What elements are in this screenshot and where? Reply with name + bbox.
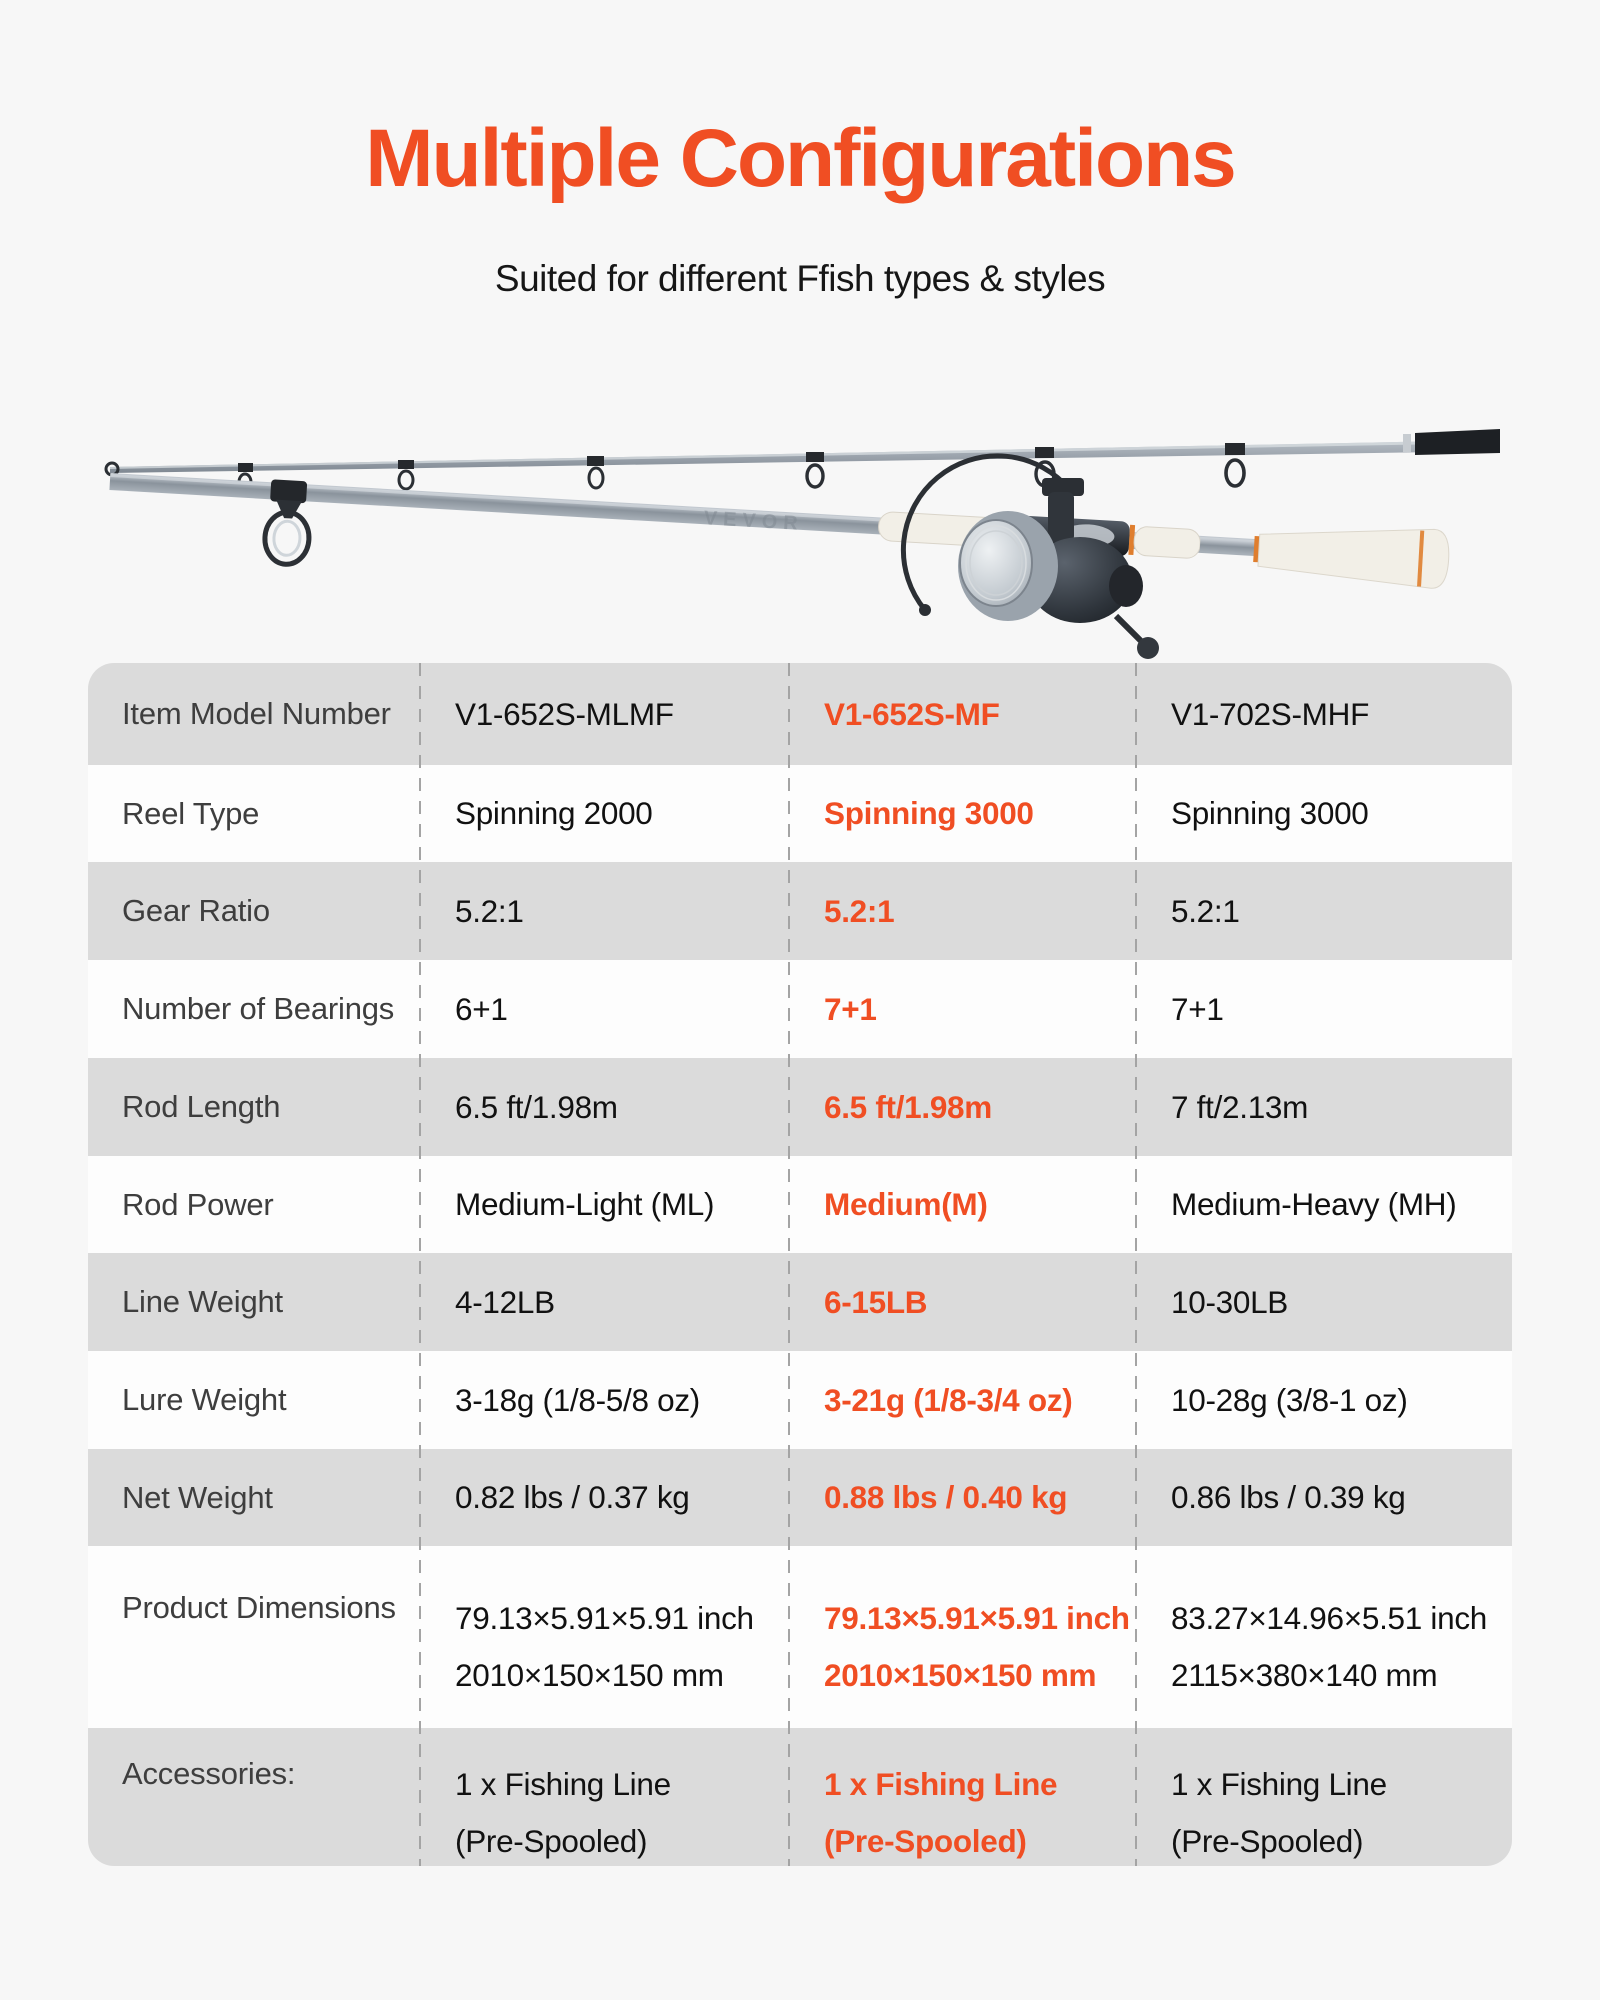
spec-value-line: 2010×150×150 mm [455, 1657, 724, 1693]
table-row [88, 765, 1512, 862]
table-row [88, 1728, 1512, 1866]
spec-value: 7 ft/2.13m [1171, 1088, 1309, 1125]
spec-value: V1-702S-MHF [1171, 695, 1370, 732]
spec-value [788, 1546, 1135, 1728]
reel-handle-knob [1137, 637, 1159, 659]
spec-value: 6-15LB [824, 1283, 928, 1320]
table-row [88, 960, 1512, 1058]
spec-label: Rod Length [122, 1089, 281, 1124]
spec-label: Line Weight [122, 1284, 283, 1319]
spec-value: 3-21g (1/8-3/4 oz) [824, 1381, 1073, 1418]
table-row [88, 663, 1512, 765]
spec-value-line: 79.13×5.91×5.91 inch [455, 1600, 754, 1636]
spec-value-line: (Pre-Spooled) [1171, 1823, 1364, 1859]
column-separator [788, 663, 790, 1866]
spec-value: 5.2:1 [1171, 892, 1240, 929]
spec-value: 5.2:1 [455, 892, 524, 929]
product-photo-rod-reel-combo [85, 330, 1515, 670]
spec-value [419, 1546, 788, 1728]
spec-label: Gear Ratio [122, 893, 270, 928]
spec-value: Spinning 2000 [455, 795, 653, 831]
page-title: Multiple Configurations [365, 113, 1235, 204]
spec-value [788, 1728, 1135, 1866]
rod-tip-section [106, 429, 1500, 490]
spec-value-line: (Pre-Spooled) [455, 1823, 648, 1859]
spec-value-line: 1 x Fishing Line [455, 1766, 671, 1802]
spec-value: 10-30LB [1171, 1283, 1288, 1320]
spec-value: V1-652S-MF [824, 695, 1000, 732]
spec-value: 5.2:1 [824, 892, 895, 929]
spec-value: 6.5 ft/1.98m [824, 1088, 992, 1125]
spinning-reel [903, 456, 1159, 659]
column-separator [1135, 663, 1137, 1866]
stripper-guide [263, 479, 312, 565]
spec-label: Item Model Number [122, 696, 391, 731]
spec-value-line: 2115×380×140 mm [1171, 1657, 1438, 1693]
spec-value: 6+1 [455, 990, 508, 1027]
column-separator [419, 663, 421, 1866]
spec-value: 3-18g (1/8-5/8 oz) [455, 1381, 700, 1418]
spec-value: V1-652S-MLMF [455, 695, 674, 732]
rear-grip [1133, 526, 1201, 559]
spec-label: Rod Power [122, 1186, 274, 1222]
spec-value-line: 1 x Fishing Line [1171, 1766, 1387, 1802]
spec-value [419, 1728, 788, 1866]
table-row [88, 1351, 1512, 1449]
spec-value: 4-12LB [455, 1283, 555, 1320]
spec-value: Medium-Heavy (MH) [1171, 1186, 1457, 1222]
spec-value-line: (Pre-Spooled) [824, 1823, 1027, 1859]
spec-value: 7+1 [824, 990, 877, 1027]
spec-label: Number of Bearings [122, 991, 395, 1026]
page-subtitle: Suited for different Ffish types & styles [494, 258, 1106, 299]
table-row [88, 1253, 1512, 1351]
spec-value-line: 1 x Fishing Line [824, 1766, 1058, 1802]
spec-value-line: 83.27×14.96×5.51 inch [1171, 1600, 1487, 1636]
table-row [88, 1546, 1512, 1728]
table-row [88, 1058, 1512, 1156]
spec-value: 0.88 lbs / 0.40 kg [824, 1479, 1068, 1515]
spec-label: Product Dimensions [122, 1590, 396, 1625]
spec-label: Lure Weight [122, 1382, 287, 1417]
spec-value: 10-28g (3/8-1 oz) [1171, 1381, 1408, 1418]
rod-butt-section [106, 453, 1451, 631]
spec-value: 0.82 lbs / 0.37 kg [455, 1479, 690, 1515]
spec-value-line: 79.13×5.91×5.91 inch [824, 1600, 1130, 1636]
spec-value: 6.5 ft/1.98m [455, 1088, 618, 1125]
table-row [88, 862, 1512, 960]
spec-value: 0.86 lbs / 0.39 kg [1171, 1479, 1406, 1515]
spec-value: Medium(M) [824, 1186, 988, 1222]
table-row [88, 1449, 1512, 1546]
rod-brand-mark: VEVOR [703, 507, 805, 535]
table-row [88, 1156, 1512, 1253]
spec-label: Accessories: [122, 1756, 296, 1791]
spec-value-line: 2010×150×150 mm [824, 1657, 1097, 1693]
spec-table [88, 663, 1512, 1866]
spec-label: Reel Type [122, 795, 260, 831]
tip-section-butt-cap [1415, 429, 1500, 455]
ferrule-band [1403, 434, 1411, 452]
spec-value: 7+1 [1171, 990, 1224, 1027]
spec-value: Medium-Light (ML) [455, 1186, 715, 1222]
reel-stem [1048, 492, 1074, 542]
spec-value: Spinning 3000 [1171, 795, 1369, 831]
spec-label: Net Weight [122, 1479, 273, 1515]
spec-value: Spinning 3000 [824, 795, 1034, 831]
spec-value [1135, 1546, 1512, 1728]
spec-value [1135, 1728, 1512, 1866]
